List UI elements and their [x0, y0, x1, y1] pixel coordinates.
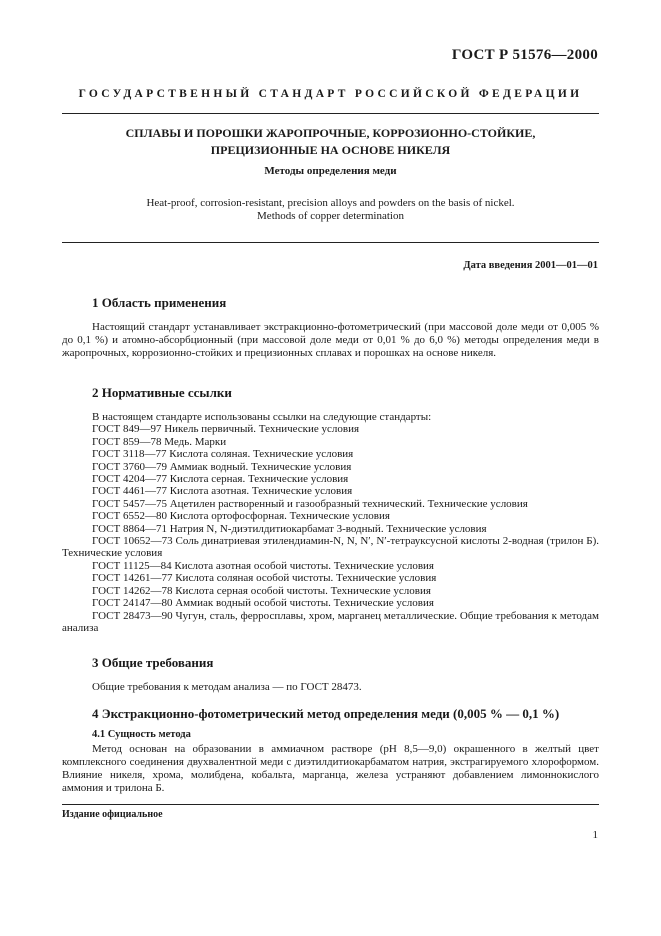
reference-item: ГОСТ 3760—79 Аммиак водный. Технические условия — [92, 460, 352, 473]
title-line-2: ПРЕЦИЗИОННЫЕ НА ОСНОВЕ НИКЕЛЯ — [210, 143, 451, 157]
english-title-line-1: Heat-proof, corrosion-resistant, precision alloys and powders on the basis of nickel. — [146, 197, 515, 209]
reference-item: ГОСТ 4204—77 Кислота серная. Технические условия — [92, 473, 349, 486]
reference-item: ГОСТ 5457—75 Ацетилен растворенный и газообразный технический. Технические условия — [92, 497, 528, 510]
reference-item: ГОСТ 4461—77 Кислота азотная. Технические условия — [92, 485, 353, 498]
footer-divider — [62, 804, 599, 805]
english-title-line-2: Methods of copper determination — [257, 210, 404, 222]
top-divider — [62, 113, 599, 114]
section-3-heading: 3 Общие требования — [92, 655, 214, 670]
document-number: ГОСТ Р 51576—2000 — [451, 47, 598, 63]
state-standard-banner: ГОСУДАРСТВЕННЫЙ СТАНДАРТ РОССИЙСКОЙ ФЕДЕРАЦИИ — [78, 88, 583, 100]
section-1-text: Настоящий стандарт устанавливает экстракционно-фотометрический (при массовой доле меди от 0,005 % до 0,1 %) и атомно-абсорбционный (при массовой доле меди от 0,01 % до 6,0 %) методы определения меди в жаропрочных, коррозионно-стойких и прецизионных сплавах и порошках на основе никеля. — [62, 321, 599, 359]
english-title — [62, 197, 599, 223]
section-4-1-text: Метод основан на образовании в аммиачном растворе (pH 8,5—9,0) окрашенного в желтый цвет комплексного соединения двухвалентной меди с диэтилдитиокарбаматом натрия, экстрагируемого хлороформом. Влияние никеля, хрома, молибдена, кобальта, марганца, железа устраняют добавлением лимоннокислого аммония и трилона Б. — [62, 743, 599, 794]
reference-item: ГОСТ 28473—90 Чугун, сталь, ферросплавы, хром, марганец металлические. Общие требования к методам анализа — [62, 609, 599, 634]
section-1-heading: 1 Область применения — [92, 295, 227, 310]
reference-item: ГОСТ 6552—80 Кислота ортофосфорная. Технические условия — [92, 510, 390, 523]
edition-label: Издание официальное — [62, 809, 163, 820]
reference-item: ГОСТ 849—97 Никель первичный. Технические условия — [92, 423, 360, 436]
section-2-heading: 2 Нормативные ссылки — [92, 385, 232, 400]
document-title — [62, 125, 599, 159]
reference-item: ГОСТ 859—78 Медь. Марки — [92, 435, 227, 448]
title-divider — [62, 242, 599, 243]
reference-item: ГОСТ 14262—78 Кислота серная особой чистоты. Технические условия — [92, 584, 431, 597]
reference-item: ГОСТ 11125—84 Кислота азотная особой чистоты. Технические условия — [92, 559, 434, 572]
references-intro: В настоящем стандарте использованы ссылки на следующие стандарты: — [92, 411, 432, 423]
reference-item: ГОСТ 14261—77 Кислота соляная особой чистоты. Технические условия — [92, 572, 437, 585]
section-3-text: Общие требования к методам анализа — по ГОСТ 28473. — [92, 681, 362, 693]
section-4-heading: 4 Экстракционно-фотометрический метод определения меди (0,005 % — 0,1 %) — [92, 706, 560, 721]
reference-item: ГОСТ 3118—77 Кислота соляная. Технические условия — [92, 448, 354, 461]
page-number: 1 — [592, 829, 598, 841]
section-4-1-heading: 4.1 Сущность метода — [92, 729, 191, 740]
reference-item: ГОСТ 8864—71 Натрия N, N-диэтилдитиокарбамат 3-водный. Технические условия — [92, 522, 487, 535]
introduction-date: Дата введения 2001—01—01 — [463, 260, 598, 271]
reference-item: ГОСТ 10652—73 Соль динатриевая этилендиамин-N, N, N′, N′-тетрауксусной кислоты 2-водная (трилон Б). Технические условия — [62, 535, 599, 560]
document-subtitle: Методы определения меди — [264, 165, 397, 177]
normative-references-list — [62, 411, 599, 634]
title-line-1: СПЛАВЫ И ПОРОШКИ ЖАРОПРОЧНЫЕ, КОРРОЗИОННО-СТОЙКИЕ, — [125, 126, 536, 140]
reference-item: ГОСТ 24147—80 Аммиак водный особой чистоты. Технические условия — [92, 597, 434, 610]
